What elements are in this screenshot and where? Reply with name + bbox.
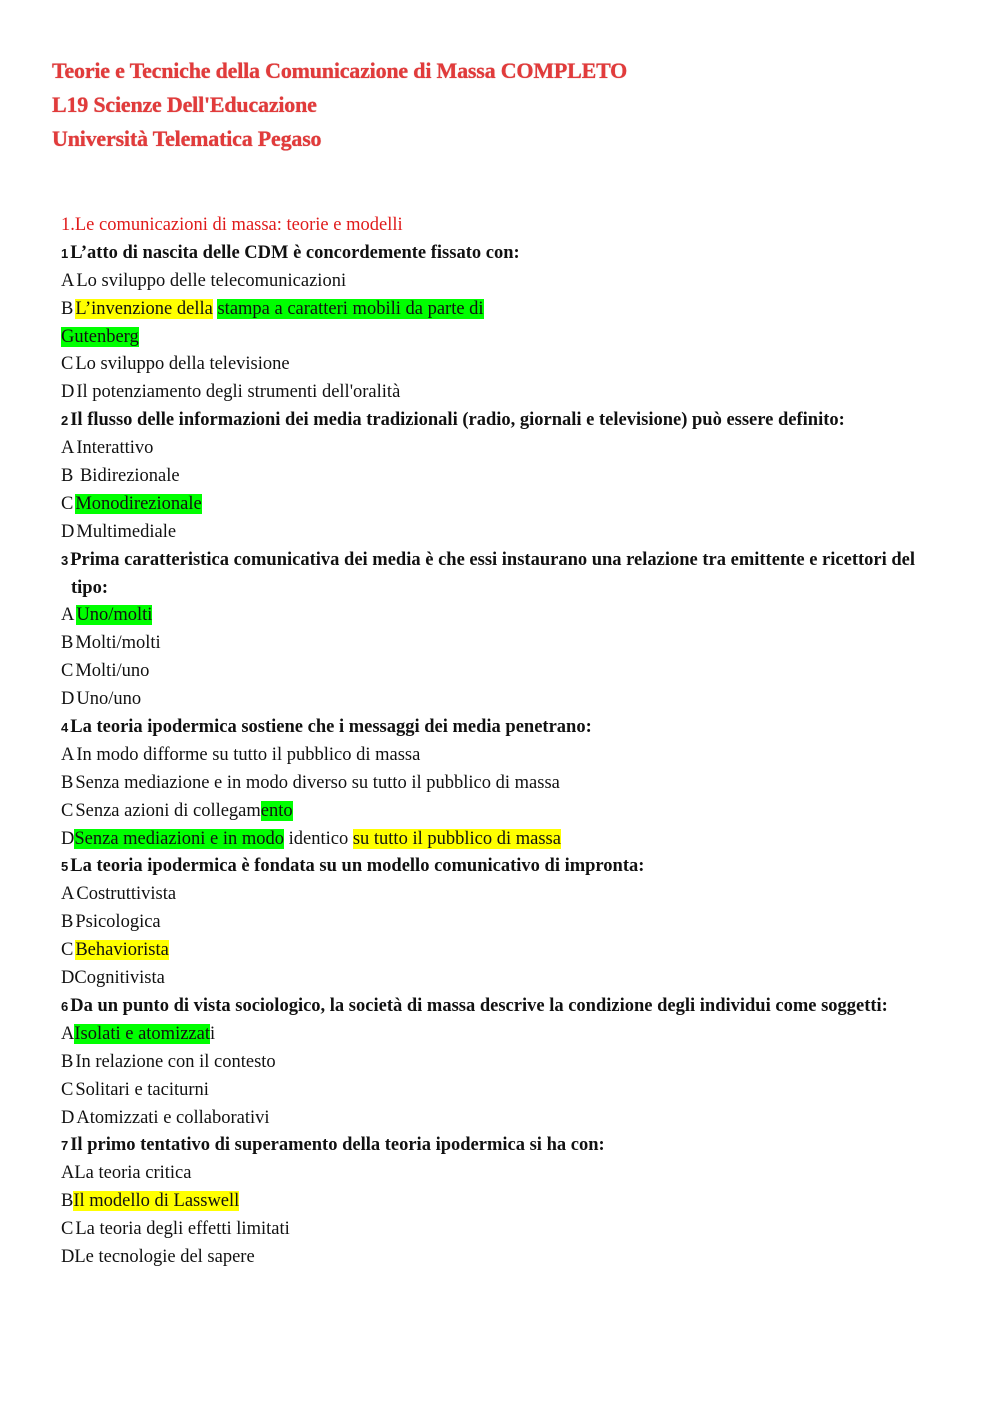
answer-option (61, 630, 961, 658)
answer-option (61, 798, 961, 826)
question-text: La teoria ipodermica è fondata su un modello comunicativo di impronta: (70, 856, 645, 877)
option-text: Multimediale (76, 521, 177, 542)
option-letter: C (61, 800, 74, 821)
option-text: Costruttivista (76, 884, 177, 905)
option-letter: C (61, 354, 74, 375)
answer-option (61, 909, 961, 937)
answer-option (61, 686, 961, 714)
question-1 (61, 240, 961, 268)
question-text: L’atto di nascita delle CDM è concordemente fissato con: (70, 242, 520, 263)
highlighted-text: Isolati e atomizzat (74, 1023, 210, 1044)
question-number: 1 (61, 245, 69, 261)
document-title: Teorie e Tecniche della Comunicazione di Massa COMPLETO (52, 58, 628, 83)
answer-option (61, 602, 961, 630)
option-letter: A (61, 605, 75, 626)
answer-option (61, 1021, 961, 1049)
answer-option (61, 1049, 961, 1077)
answer-option (61, 770, 961, 798)
option-letter: C (61, 661, 74, 682)
question-2 (61, 407, 961, 435)
option-text: i (209, 1023, 216, 1044)
option-letter: D (61, 1246, 75, 1267)
highlighted-text: Behaviorista (75, 940, 169, 961)
question-text: Il primo tentativo di superamento della teoria ipodermica si ha con: (70, 1135, 605, 1156)
option-text: Il potenziamento degli strumenti dell'oralità (76, 382, 401, 403)
highlighted-text: Monodirezionale (75, 493, 202, 514)
option-letter: B (61, 1191, 74, 1212)
answer-option (61, 658, 961, 686)
answer-option (61, 1160, 961, 1188)
answer-option (61, 268, 961, 296)
highlighted-text: Il modello di Lasswell (73, 1191, 240, 1212)
answer-option (61, 519, 961, 547)
option-letter: D (61, 521, 75, 542)
quiz-content (61, 212, 961, 1272)
answer-option (61, 826, 961, 854)
section-title: 1.Le comunicazioni di massa: teorie e modelli (61, 215, 403, 235)
answer-option (61, 435, 961, 463)
option-text: In modo difforme su tutto il pubblico di massa (76, 744, 421, 765)
option-letter: A (61, 270, 75, 291)
question-text: tipo: (71, 577, 108, 598)
option-letter: B (61, 298, 74, 319)
option-text: Interattivo (76, 438, 154, 459)
answer-option (61, 881, 961, 909)
option-text: La teoria degli effetti limitati (75, 1219, 290, 1240)
question-3-continuation (61, 575, 961, 603)
question-5 (61, 853, 961, 881)
highlighted-text: Gutenberg (61, 326, 139, 347)
option-letter: A (61, 438, 75, 459)
option-letter: C (61, 1219, 74, 1240)
highlighted-text: ento (260, 800, 293, 821)
option-text: Cognitivista (74, 968, 165, 989)
option-letter: A (61, 1023, 75, 1044)
answer-option (61, 965, 961, 993)
question-text: Da un punto di vista sociologico, la società di massa descrive la condizione degli individui come soggetti: (70, 995, 888, 1016)
option-letter: D (61, 1107, 75, 1128)
option-letter: D (61, 968, 75, 989)
question-4 (61, 714, 961, 742)
option-letter: C (61, 493, 74, 514)
answer-option (61, 742, 961, 770)
question-number: 3 (61, 552, 69, 568)
option-text: Uno/uno (76, 689, 142, 710)
option-text: Senza azioni di collegam (75, 800, 261, 821)
answer-option (61, 1105, 961, 1133)
option-text: Senza mediazione e in modo diverso su tutto il pubblico di massa (75, 772, 560, 793)
option-letter: A (61, 1163, 75, 1184)
option-text: In relazione con il contesto (75, 1051, 276, 1072)
highlighted-text: su tutto il pubblico di massa (352, 828, 561, 849)
highlighted-text: stampa a caratteri mobili da parte di (217, 298, 484, 319)
option-text: Molti/uno (75, 661, 150, 682)
option-text: identico (283, 828, 353, 849)
answer-option (61, 1216, 961, 1244)
question-6 (61, 993, 961, 1021)
document-header (52, 54, 627, 156)
answer-option (61, 1244, 961, 1272)
answer-option (61, 351, 961, 379)
question-text: Prima caratteristica comunicativa dei media è che essi instaurano una relazione tra emittente e ricettori del (70, 549, 916, 570)
answer-option (61, 1188, 961, 1216)
option-text: Atomizzati e collaborativi (76, 1107, 270, 1128)
option-letter: A (61, 744, 75, 765)
course-name: L19 Scienze Dell'Educazione (52, 92, 317, 117)
option-letter: A (61, 884, 75, 905)
option-text: Lo sviluppo della televisione (75, 354, 290, 375)
option-letter: C (61, 1079, 74, 1100)
option-text: Le tecnologie del sapere (74, 1246, 255, 1267)
option-text: Lo sviluppo delle telecomunicazioni (76, 270, 347, 291)
option-letter: D (61, 689, 75, 710)
option-letter: C (61, 940, 74, 961)
question-3 (61, 547, 961, 575)
question-7 (61, 1132, 961, 1160)
option-letter: B (61, 1051, 74, 1072)
option-text: La teoria critica (74, 1163, 192, 1184)
option-letter: B (61, 466, 74, 487)
question-number: 4 (61, 720, 69, 736)
question-text: Il flusso delle informazioni dei media tradizionali (radio, giornali e televisione) può essere definito: (70, 410, 845, 431)
question-number: 6 (61, 998, 69, 1014)
answer-option-continuation (61, 324, 961, 352)
question-text: La teoria ipodermica sostiene che i messaggi dei media penetrano: (70, 717, 592, 738)
option-letter: B (61, 772, 74, 793)
university-name: Università Telematica Pegaso (52, 126, 322, 151)
option-text: Bidirezionale (79, 466, 180, 487)
question-number: 7 (61, 1138, 69, 1154)
highlighted-text: Senza mediazioni e in modo (74, 828, 284, 849)
answer-option (61, 937, 961, 965)
highlighted-text: L’invenzione della (75, 298, 213, 319)
option-text: Psicologica (75, 912, 161, 933)
answer-option (61, 1077, 961, 1105)
option-letter: D (61, 828, 75, 849)
answer-option (61, 296, 961, 324)
option-text: Molti/molti (75, 633, 161, 654)
highlighted-text: Uno/molti (76, 605, 153, 626)
answer-option (61, 491, 961, 519)
option-text: Solitari e taciturni (75, 1079, 209, 1100)
question-number: 5 (61, 859, 69, 875)
option-letter: D (61, 382, 75, 403)
answer-option (61, 379, 961, 407)
option-letter: B (61, 912, 74, 933)
question-number: 2 (61, 413, 69, 429)
answer-option (61, 463, 961, 491)
option-letter: B (61, 633, 74, 654)
